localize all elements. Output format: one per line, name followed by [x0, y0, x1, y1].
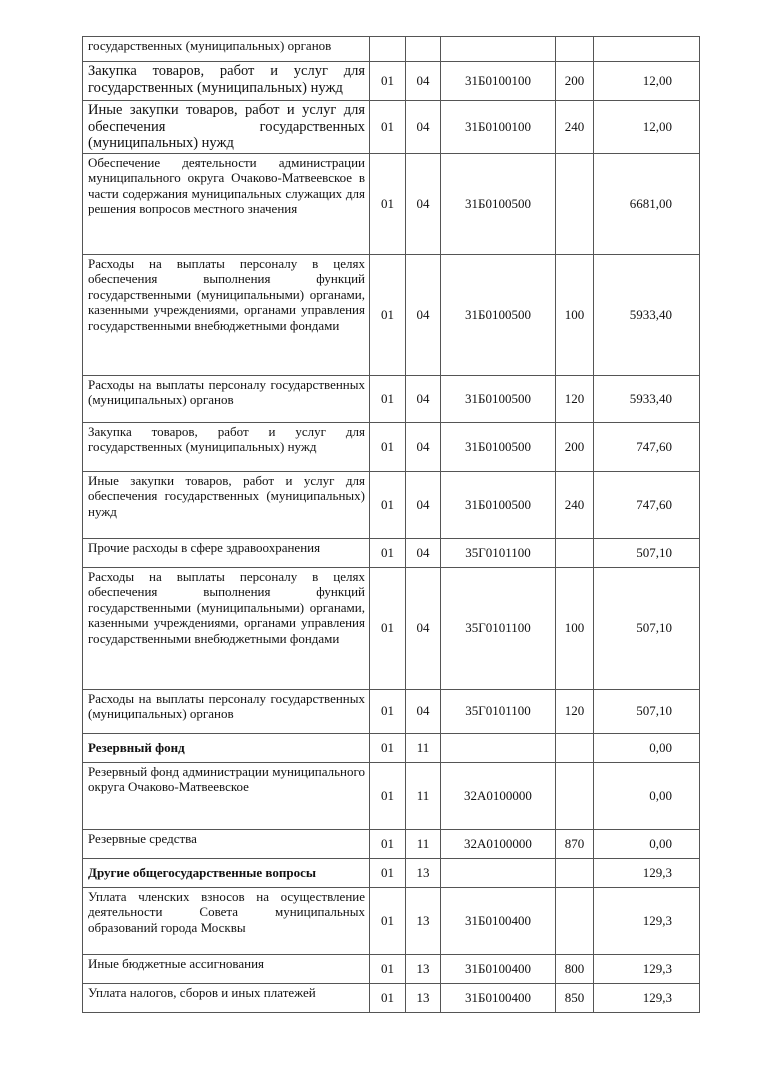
target-article-cell: 31Б0100100: [441, 62, 556, 101]
section-code-cell: 01: [370, 471, 406, 538]
subsection-code-cell: 04: [406, 538, 441, 567]
row-name-cell: Резервный фонд: [83, 733, 370, 762]
section-code-cell: 01: [370, 422, 406, 471]
target-article-cell: 31Б0100500: [441, 254, 556, 375]
section-code-cell: 01: [370, 858, 406, 887]
amount-cell: 129,3: [594, 954, 700, 983]
target-article-cell: 31Б0100400: [441, 954, 556, 983]
expense-type-cell: 850: [556, 983, 594, 1012]
budget-table-body: [83, 37, 700, 1013]
expense-type-cell: 800: [556, 954, 594, 983]
amount-cell: 747,60: [594, 422, 700, 471]
target-article-cell: 31Б0100500: [441, 422, 556, 471]
target-article-cell: [441, 37, 556, 62]
row-name-cell: Расходы на выплаты персоналу в целях обеспечения выполнения функций государственными (муниципальными) органами, казенными учреждениями, органами управления государственными внебюджетными фондами: [83, 254, 370, 375]
amount-cell: 507,10: [594, 538, 700, 567]
target-article-cell: 31Б0100500: [441, 153, 556, 254]
subsection-code-cell: 13: [406, 954, 441, 983]
target-article-cell: 35Г0101100: [441, 538, 556, 567]
table-row: [83, 887, 700, 954]
expense-type-cell: 870: [556, 829, 594, 858]
amount-cell: 747,60: [594, 471, 700, 538]
table-row: [83, 62, 700, 101]
section-code-cell: 01: [370, 375, 406, 422]
target-article-cell: 31Б0100500: [441, 375, 556, 422]
table-row: [83, 471, 700, 538]
table-row: [83, 733, 700, 762]
amount-cell: 0,00: [594, 762, 700, 829]
row-name-cell: Уплата членских взносов на осуществление деятельности Совета муниципальных образований города Москвы: [83, 887, 370, 954]
row-name-cell: Иные бюджетные ассигнования: [83, 954, 370, 983]
amount-cell: 5933,40: [594, 375, 700, 422]
section-code-cell: 01: [370, 733, 406, 762]
table-row: [83, 153, 700, 254]
section-code-cell: [370, 37, 406, 62]
table-row: [83, 689, 700, 733]
section-code-cell: 01: [370, 689, 406, 733]
table-row: [83, 858, 700, 887]
subsection-code-cell: 13: [406, 858, 441, 887]
row-name-cell: Иные закупки товаров, работ и услуг для обеспечения государственных (муниципальных) нужд: [83, 471, 370, 538]
section-code-cell: 01: [370, 887, 406, 954]
table-row: [83, 983, 700, 1012]
target-article-cell: 31Б0100400: [441, 887, 556, 954]
subsection-code-cell: 04: [406, 62, 441, 101]
table-row: [83, 422, 700, 471]
table-row: [83, 762, 700, 829]
section-code-cell: 01: [370, 62, 406, 101]
target-article-cell: [441, 858, 556, 887]
subsection-code-cell: 04: [406, 375, 441, 422]
section-code-cell: 01: [370, 567, 406, 689]
row-name-cell: Обеспечение деятельности администрации муниципального округа Очаково-Матвеевское в части содержания муниципальных служащих для решения вопросов местного значения: [83, 153, 370, 254]
subsection-code-cell: 04: [406, 471, 441, 538]
target-article-cell: 32А0100000: [441, 829, 556, 858]
table-row: [83, 954, 700, 983]
subsection-code-cell: [406, 37, 441, 62]
subsection-code-cell: 04: [406, 567, 441, 689]
row-name-cell: Уплата налогов, сборов и иных платежей: [83, 983, 370, 1012]
row-name-cell: Расходы на выплаты персоналу государственных (муниципальных) органов: [83, 375, 370, 422]
expense-type-cell: [556, 37, 594, 62]
subsection-code-cell: 04: [406, 254, 441, 375]
subsection-code-cell: 11: [406, 762, 441, 829]
target-article-cell: 31Б0100500: [441, 471, 556, 538]
expense-type-cell: 240: [556, 101, 594, 154]
section-code-cell: 01: [370, 538, 406, 567]
target-article-cell: 32А0100000: [441, 762, 556, 829]
row-name-cell: Расходы на выплаты персоналу государственных (муниципальных) органов: [83, 689, 370, 733]
expense-type-cell: 100: [556, 567, 594, 689]
amount-cell: 129,3: [594, 983, 700, 1012]
target-article-cell: 35Г0101100: [441, 689, 556, 733]
expense-type-cell: 200: [556, 422, 594, 471]
amount-cell: 5933,40: [594, 254, 700, 375]
expense-type-cell: 120: [556, 689, 594, 733]
row-name-cell: Иные закупки товаров, работ и услуг для обеспечения государственных (муниципальных) нужд: [83, 101, 370, 154]
expense-type-cell: [556, 538, 594, 567]
expense-type-cell: 240: [556, 471, 594, 538]
amount-cell: 129,3: [594, 887, 700, 954]
amount-cell: 0,00: [594, 829, 700, 858]
expense-type-cell: 120: [556, 375, 594, 422]
subsection-code-cell: 11: [406, 733, 441, 762]
row-name-cell: Резервный фонд администрации муниципального округа Очаково-Матвеевское: [83, 762, 370, 829]
table-row: [83, 375, 700, 422]
section-code-cell: 01: [370, 762, 406, 829]
subsection-code-cell: 04: [406, 153, 441, 254]
expense-type-cell: [556, 153, 594, 254]
table-row: [83, 829, 700, 858]
table-row: [83, 254, 700, 375]
target-article-cell: 35Г0101100: [441, 567, 556, 689]
section-code-cell: 01: [370, 829, 406, 858]
subsection-code-cell: 13: [406, 887, 441, 954]
subsection-code-cell: 04: [406, 101, 441, 154]
expense-type-cell: 100: [556, 254, 594, 375]
table-row: [83, 567, 700, 689]
subsection-code-cell: 11: [406, 829, 441, 858]
subsection-code-cell: 04: [406, 422, 441, 471]
amount-cell: 507,10: [594, 689, 700, 733]
amount-cell: 12,00: [594, 101, 700, 154]
amount-cell: 12,00: [594, 62, 700, 101]
amount-cell: 507,10: [594, 567, 700, 689]
row-name-cell: Прочие расходы в сфере здравоохранения: [83, 538, 370, 567]
expense-type-cell: 200: [556, 62, 594, 101]
target-article-cell: [441, 733, 556, 762]
amount-cell: 0,00: [594, 733, 700, 762]
table-row: [83, 538, 700, 567]
expense-type-cell: [556, 733, 594, 762]
expense-type-cell: [556, 762, 594, 829]
target-article-cell: 31Б0100400: [441, 983, 556, 1012]
subsection-code-cell: 04: [406, 689, 441, 733]
row-name-cell: Закупка товаров, работ и услуг для государственных (муниципальных) нужд: [83, 422, 370, 471]
expense-type-cell: [556, 858, 594, 887]
section-code-cell: 01: [370, 954, 406, 983]
section-code-cell: 01: [370, 153, 406, 254]
amount-cell: [594, 37, 700, 62]
target-article-cell: 31Б0100100: [441, 101, 556, 154]
row-name-cell: Другие общегосударственные вопросы: [83, 858, 370, 887]
row-name-cell: государственных (муниципальных) органов: [83, 37, 370, 62]
subsection-code-cell: 13: [406, 983, 441, 1012]
row-name-cell: Закупка товаров, работ и услуг для государственных (муниципальных) нужд: [83, 62, 370, 101]
row-name-cell: Расходы на выплаты персоналу в целях обеспечения выполнения функций государственными (муниципальными) органами, казенными учреждениями, органами управления государственными внебюджетными фондами: [83, 567, 370, 689]
expense-type-cell: [556, 887, 594, 954]
section-code-cell: 01: [370, 254, 406, 375]
amount-cell: 129,3: [594, 858, 700, 887]
amount-cell: 6681,00: [594, 153, 700, 254]
section-code-cell: 01: [370, 101, 406, 154]
table-row: [83, 37, 700, 62]
budget-table: [82, 36, 700, 1013]
row-name-cell: Резервные средства: [83, 829, 370, 858]
table-row: [83, 101, 700, 154]
section-code-cell: 01: [370, 983, 406, 1012]
